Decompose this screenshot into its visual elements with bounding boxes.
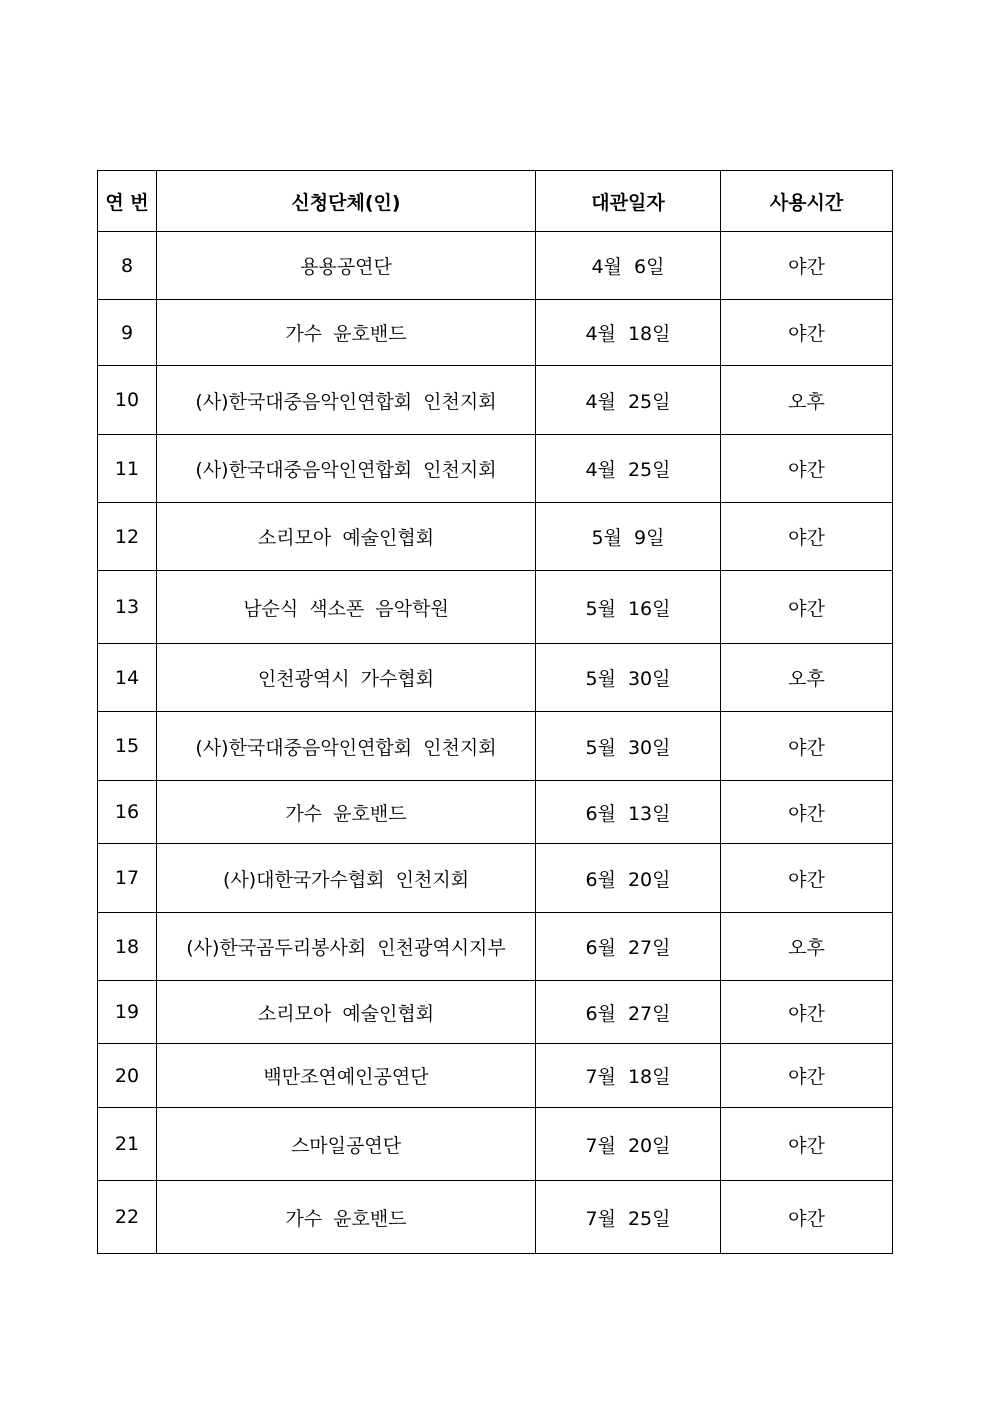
cell-no: 8 <box>98 232 157 300</box>
cell-org: (사)대한국가수협회 인천지회 <box>157 844 536 913</box>
cell-org: 스마일공연단 <box>157 1108 536 1181</box>
cell-date: 5월 16일 <box>536 571 721 644</box>
cell-org: 인천광역시 가수협회 <box>157 644 536 712</box>
cell-org: (사)한국곰두리봉사회 인천광역시지부 <box>157 913 536 981</box>
cell-no: 20 <box>98 1044 157 1108</box>
table-row <box>98 712 893 781</box>
table-row <box>98 844 893 913</box>
cell-time: 야간 <box>721 435 893 503</box>
cell-time: 야간 <box>721 300 893 366</box>
cell-no: 22 <box>98 1181 157 1254</box>
cell-no: 16 <box>98 781 157 844</box>
cell-no: 13 <box>98 571 157 644</box>
cell-no: 17 <box>98 844 157 913</box>
cell-time: 야간 <box>721 981 893 1044</box>
cell-org: (사)한국대중음악인연합회 인천지회 <box>157 435 536 503</box>
cell-org: (사)한국대중음악인연합회 인천지회 <box>157 366 536 435</box>
cell-no: 11 <box>98 435 157 503</box>
rental-schedule-table <box>97 170 893 1254</box>
table-row <box>98 981 893 1044</box>
cell-org: 소리모아 예술인협회 <box>157 503 536 571</box>
cell-org: 용용공연단 <box>157 232 536 300</box>
cell-time: 야간 <box>721 781 893 844</box>
table-row <box>98 1044 893 1108</box>
cell-time: 야간 <box>721 232 893 300</box>
cell-time: 야간 <box>721 712 893 781</box>
cell-org: 백만조연예인공연단 <box>157 1044 536 1108</box>
cell-no: 19 <box>98 981 157 1044</box>
cell-date: 7월 18일 <box>536 1044 721 1108</box>
cell-time: 야간 <box>721 503 893 571</box>
cell-date: 6월 20일 <box>536 844 721 913</box>
header-row <box>98 171 893 232</box>
cell-org: 가수 윤호밴드 <box>157 781 536 844</box>
cell-date: 4월 25일 <box>536 366 721 435</box>
cell-date: 7월 25일 <box>536 1181 721 1254</box>
cell-no: 18 <box>98 913 157 981</box>
header-no: 연 번 <box>98 171 157 232</box>
cell-date: 6월 27일 <box>536 913 721 981</box>
cell-time: 야간 <box>721 844 893 913</box>
cell-date: 4월 18일 <box>536 300 721 366</box>
cell-date: 7월 20일 <box>536 1108 721 1181</box>
table-row <box>98 366 893 435</box>
cell-date: 6월 13일 <box>536 781 721 844</box>
cell-no: 9 <box>98 300 157 366</box>
table-row <box>98 503 893 571</box>
table-row <box>98 1181 893 1254</box>
table-row <box>98 435 893 503</box>
table-row <box>98 1108 893 1181</box>
cell-time: 야간 <box>721 1181 893 1254</box>
cell-date: 4월 6일 <box>536 232 721 300</box>
cell-no: 10 <box>98 366 157 435</box>
cell-org: 가수 윤호밴드 <box>157 300 536 366</box>
cell-date: 5월 30일 <box>536 644 721 712</box>
cell-time: 오후 <box>721 366 893 435</box>
table-row <box>98 232 893 300</box>
cell-date: 5월 9일 <box>536 503 721 571</box>
table-row <box>98 300 893 366</box>
cell-org: (사)한국대중음악인연합회 인천지회 <box>157 712 536 781</box>
cell-time: 오후 <box>721 644 893 712</box>
table-row <box>98 571 893 644</box>
cell-no: 14 <box>98 644 157 712</box>
cell-date: 4월 25일 <box>536 435 721 503</box>
cell-time: 오후 <box>721 913 893 981</box>
header-time: 사용시간 <box>721 171 893 232</box>
table-row <box>98 781 893 844</box>
table-row <box>98 644 893 712</box>
cell-no: 15 <box>98 712 157 781</box>
cell-date: 6월 27일 <box>536 981 721 1044</box>
cell-date: 5월 30일 <box>536 712 721 781</box>
cell-org: 남순식 색소폰 음악학원 <box>157 571 536 644</box>
cell-time: 야간 <box>721 1108 893 1181</box>
cell-time: 야간 <box>721 571 893 644</box>
header-date: 대관일자 <box>536 171 721 232</box>
cell-no: 21 <box>98 1108 157 1181</box>
table-row <box>98 913 893 981</box>
cell-time: 야간 <box>721 1044 893 1108</box>
cell-no: 12 <box>98 503 157 571</box>
header-org: 신청단체(인) <box>157 171 536 232</box>
cell-org: 소리모아 예술인협회 <box>157 981 536 1044</box>
cell-org: 가수 윤호밴드 <box>157 1181 536 1254</box>
